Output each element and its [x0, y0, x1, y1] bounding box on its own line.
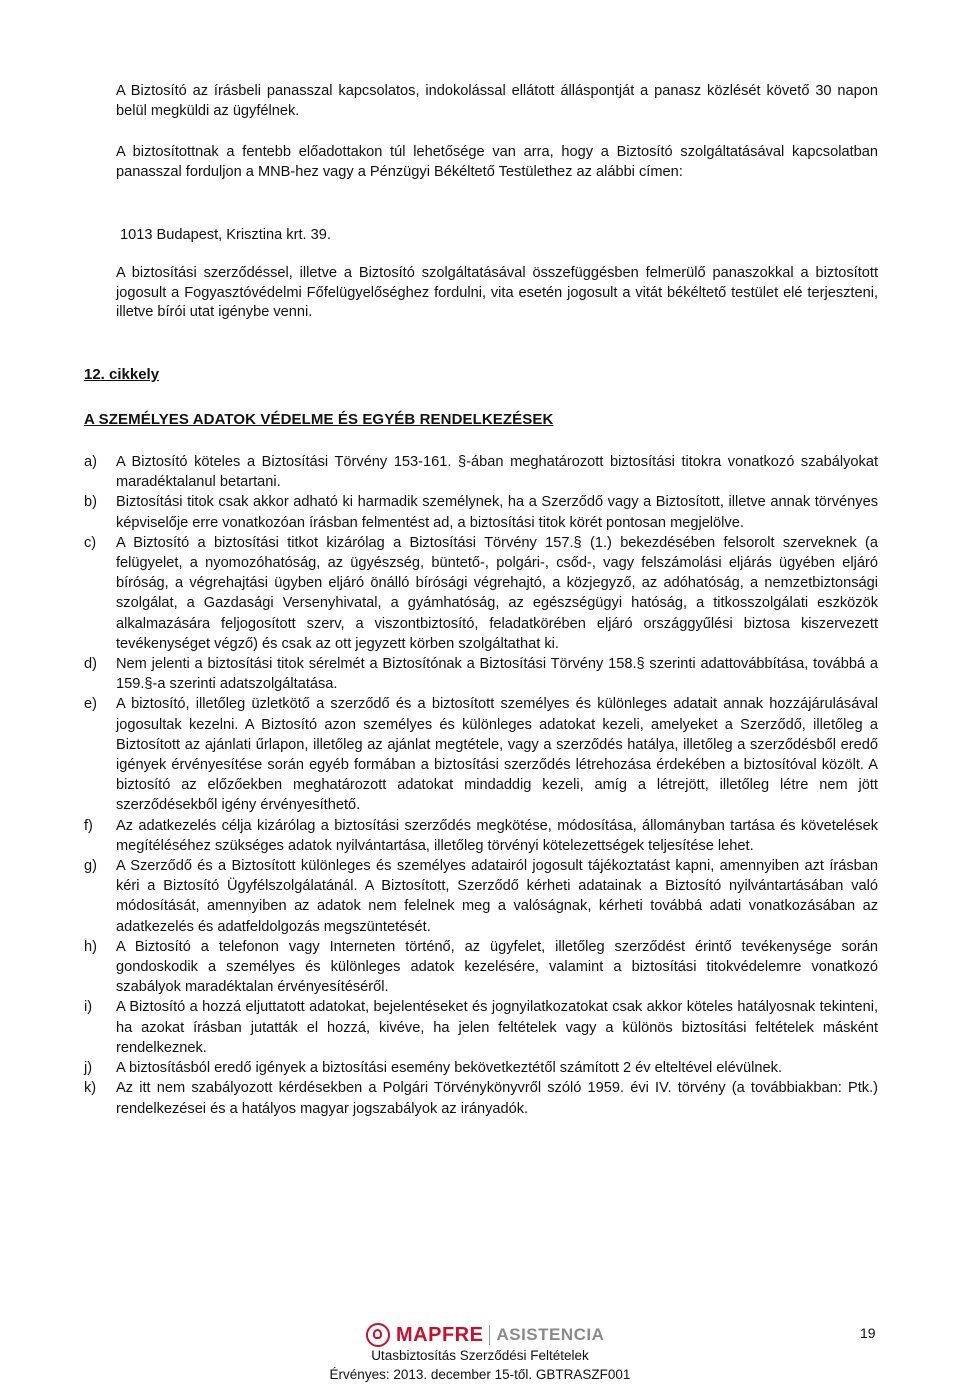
list-item [84, 1078, 878, 1118]
item-text: A Biztosító a biztosítási titkot kizárólag a Biztosítási Törvény 157.§ (1.) bekezdésében felsorolt szerveknek (a felügyelet, a nyomozóhatóság, az ügyészség, büntető-, polgári-, csőd-, vagy felszámolási eljárás ügyében eljáró bíróság, a végrehajtási ügyben eljáró önálló bírósági végrehajtó, a közjegyző, az adóhatóság, a nemzetbiztonsági szolgálat, a Gazdasági Versenyhivatal, a gyámhatóság, az egészségügyi hatóság, a titkosszolgálati eszközök alkalmazására feljogosított szerv, a viszontbiztosító, feladatkörében eljáró országgyűlési biztosa kiszervezett tevékenységet végző) és csak az ott jegyzett körben szolgáltathat ki. [116, 534, 878, 652]
list-item [84, 816, 878, 856]
paragraph-complaint-options: A biztosítottnak a fentebb előadottakon túl lehetősége van arra, hogy a Biztosító szolgáltatásával kapcsolatban panasszal forduljon a MNB-hez vagy a Pénzügyi Békéltető Testülethez az alábbi címen: [116, 144, 878, 180]
item-letter: e) [84, 696, 97, 713]
item-letter: h) [84, 938, 97, 955]
item-text: A biztosító, illetőleg üzletkötő a szerződő és a biztosított személyes és különleges adatait annak hozzájárulásával jogosultak kezelni. A Biztosító azon személyes és különleges adatokat kezeli, amelyeket a Szerződő, illetőleg a Biztosított az ajánlati űrlapon, illetőleg az ajánlat megtétele, vagy a szerződés hatálya, illetőleg a szerződésből eredő igények érvényesítése során egyéb formában a biztosítási szerződés létrehozása érdekében a biztosítóval közölt. A biztosító az előzőekben meghatározott adatokat mindaddig kezeli, amíg a létrejött, illetőleg létre nem jött szerződésekből igény érvényesíthető. [116, 696, 878, 814]
footer-validity: Érvényes: 2013. december 15-től. GBTRASZF001 [329, 1367, 631, 1382]
mapfre-emblem-icon [366, 1323, 390, 1347]
item-text: Az adatkezelés célja kizárólag a biztosítási szerződés megkötése, módosítása, állományban tartása és követelések megítéléséhez szükséges adatok nyilvántartása, illetőleg törvényi kötelezettségek teljesítése lehet. [116, 817, 878, 854]
mapfre-logo [366, 1323, 604, 1347]
item-text: Biztosítási titok csak akkor adható ki harmadik személynek, ha a Szerződő vagy a Biztosított, illetve annak törvényes képviselője erre vonatkozóan írásban felmentést ad, a biztosítási titok körét pontosan megjelölve. [116, 494, 878, 531]
section-number: 12. cikkely [84, 366, 160, 383]
list-item [84, 937, 878, 998]
item-text: A Biztosító a telefonon vagy Interneten történő, az ügyfelet, illetőleg szerződést érintő tevékenysége során gondoskodik a személyes és különleges adatok kezelésére, valamint a biztosítási titokvédelemre vonatkozó szabályok maradéktalan érvényesítéséről. [116, 938, 878, 996]
item-letter: j) [84, 1060, 93, 1077]
paragraph-consumer-protection: A biztosítási szerződéssel, illetve a Biztosító szolgáltatásával összefüggésben felmerülő panaszokkal a biztosított jogosult a Fogyasztóvédelmi Főfelügyelőséghez fordulni, vita esetén jogosult a vitát békéltető testület elé terjeszteni, illetve bírói utat igénybe venni. [116, 265, 878, 321]
provisions-list [84, 452, 878, 1119]
item-letter: a) [84, 454, 97, 470]
list-item [84, 694, 878, 815]
item-letter: i) [84, 999, 93, 1016]
item-text: A biztosításból eredő igények a biztosítási esemény bekövetkeztétől számított 2 év elteltével elévülnek. [116, 1060, 783, 1077]
logo-divider [489, 1325, 490, 1345]
list-item [84, 997, 878, 1058]
item-letter: k) [84, 1080, 97, 1097]
list-item [84, 1058, 878, 1078]
list-item [84, 492, 878, 532]
item-letter: b) [84, 494, 97, 511]
item-letter: g) [84, 858, 97, 875]
logo-mapfre-text: MAPFRE [396, 1323, 484, 1346]
list-item [84, 856, 878, 937]
item-text: Nem jelenti a biztosítási titok sérelmét a Biztosítónak a Biztosítási Törvény 158.§ szerinti adattovábbítása, továbbá a 159.§-a szerinti adatszolgáltatása. [116, 656, 878, 693]
item-text: A Biztosító a hozzá eljuttatott adatokat, bejelentéseket és jognyilatkozatokat csak akkor köteles hatályosnak tekinteni, ha azokat írásban jutatták el hozzá, kivéve, ha jelen feltételek vagy a különös biztosítási feltételek másként rendelkeznek. [116, 999, 878, 1056]
section-title: A SZEMÉLYES ADATOK VÉDELME ÉS EGYÉB RENDELKEZÉSEK [84, 411, 554, 428]
address: 1013 Budapest, Krisztina krt. 39. [120, 227, 331, 243]
item-text: A Szerződő és a Biztosított különleges és személyes adatairól jogosult tájékoztatást kapni, amennyiben azt írásban kéri a Biztosító Ügyfélszolgálatánál. A Biztosított, Szerződő kérheti adatainak a Biztosító nyilvántartásában való módosítását, amennyiben az adatok nem felelnek meg a valóságnak, kérheti továbbá adati vonatkozásában az adatkezelés és adatfeldolgozás megszüntetését. [116, 858, 878, 935]
footer-document-title: Utasbiztosítás Szerződési Feltételek [371, 1348, 589, 1363]
paragraph-complaint-response: A Biztosító az írásbeli panasszal kapcsolatos, indokolással ellátott álláspontját a panasz közlését követő 30 napon belül megküldi az ügyfélnek. [116, 83, 878, 119]
logo-asistencia-text: ASISTENCIA [496, 1325, 605, 1344]
item-letter: d) [84, 656, 97, 673]
item-letter: f) [84, 817, 93, 834]
list-item [84, 654, 878, 694]
list-item [84, 452, 878, 492]
item-text: Az itt nem szabályozott kérdésekben a Polgári Törvénykönyvről szóló 1959. évi IV. törvény (a továbbiakban: Ptk.) rendelkezései és a hatályos magyar jogszabályok az irányadók. [116, 1080, 878, 1117]
item-letter: c) [84, 534, 97, 551]
item-text: A Biztosító köteles a Biztosítási Törvény 153-161. §-ában meghatározott biztosítási titokra vonatkozó szabályokat maradéktalanul betartani. [116, 454, 878, 491]
list-item [84, 533, 878, 654]
page-number: 19 [860, 1325, 876, 1341]
